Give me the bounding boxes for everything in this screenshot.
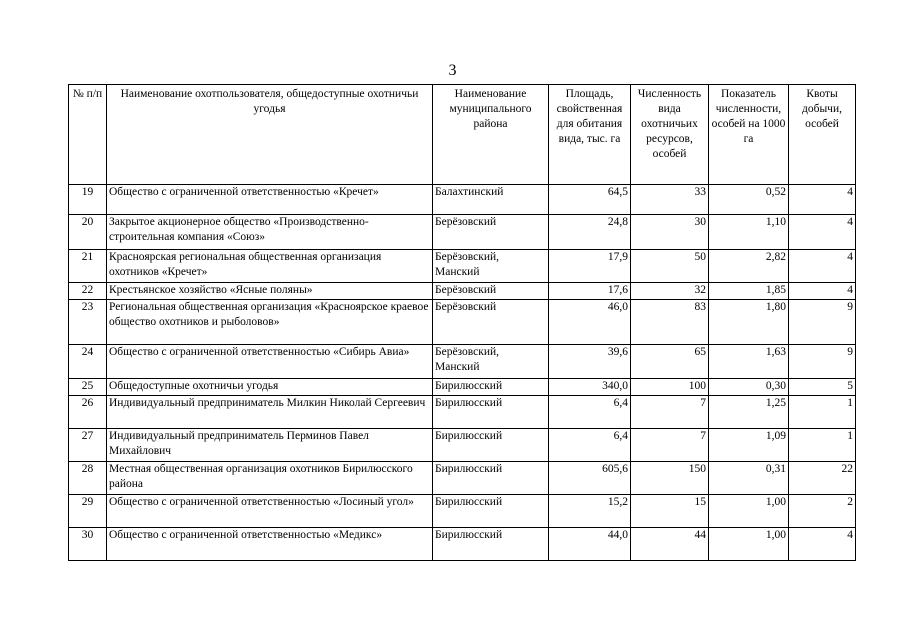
- cell-density: 0,52: [709, 185, 789, 215]
- cell-population: 33: [631, 185, 709, 215]
- cell-density: 1,10: [709, 215, 789, 250]
- cell-population: 50: [631, 250, 709, 283]
- cell-quota: 1: [789, 396, 856, 429]
- cell-area: 17,9: [549, 250, 631, 283]
- cell-quota: 22: [789, 462, 856, 495]
- header-density: Показатель численности, особей на 1000 га: [709, 85, 789, 185]
- cell-district: Берёзовский: [433, 300, 549, 345]
- cell-user-name: Крестьянское хозяйство «Ясные поляны»: [107, 283, 433, 300]
- cell-population: 100: [631, 379, 709, 396]
- cell-population: 15: [631, 495, 709, 528]
- cell-area: 15,2: [549, 495, 631, 528]
- cell-density: 1,00: [709, 495, 789, 528]
- cell-district: Бирилюсский: [433, 462, 549, 495]
- cell-quota: 4: [789, 185, 856, 215]
- table-row: [69, 429, 856, 462]
- cell-user-name: Закрытое акционерное общество «Производственно-строительная компания «Союз»: [107, 215, 433, 250]
- cell-density: 1,09: [709, 429, 789, 462]
- table-row: [69, 300, 856, 345]
- cell-district: Бирилюсский: [433, 396, 549, 429]
- cell-quota: 4: [789, 250, 856, 283]
- cell-row-number: 30: [69, 528, 107, 561]
- cell-area: 340,0: [549, 379, 631, 396]
- cell-district: Берёзовский, Манский: [433, 345, 549, 379]
- cell-user-name: Общество с ограниченной ответственностью «Лосиный угол»: [107, 495, 433, 528]
- table-row: [69, 528, 856, 561]
- cell-area: 46,0: [549, 300, 631, 345]
- table-row: [69, 250, 856, 283]
- header-district: Наименование муниципального района: [433, 85, 549, 185]
- cell-density: 2,82: [709, 250, 789, 283]
- cell-district: Бирилюсский: [433, 528, 549, 561]
- table-row: [69, 345, 856, 379]
- table-row: [69, 283, 856, 300]
- header-row-number: № п/п: [69, 85, 107, 185]
- cell-row-number: 22: [69, 283, 107, 300]
- cell-quota: 4: [789, 283, 856, 300]
- cell-user-name: Общедоступные охотничьи угодья: [107, 379, 433, 396]
- cell-quota: 4: [789, 528, 856, 561]
- cell-row-number: 25: [69, 379, 107, 396]
- cell-row-number: 23: [69, 300, 107, 345]
- table-body: [69, 185, 856, 561]
- header-area: Площадь, свойственная для обитания вида, тыс. га: [549, 85, 631, 185]
- cell-density: 0,31: [709, 462, 789, 495]
- header-population: Численность вида охотничьих ресурсов, особей: [631, 85, 709, 185]
- header-row: [69, 85, 856, 185]
- cell-row-number: 29: [69, 495, 107, 528]
- cell-density: 1,00: [709, 528, 789, 561]
- cell-density: 0,30: [709, 379, 789, 396]
- table-row: [69, 495, 856, 528]
- cell-area: 24,8: [549, 215, 631, 250]
- cell-density: 1,85: [709, 283, 789, 300]
- cell-district: Бирилюсский: [433, 379, 549, 396]
- cell-area: 64,5: [549, 185, 631, 215]
- cell-row-number: 20: [69, 215, 107, 250]
- cell-area: 17,6: [549, 283, 631, 300]
- cell-density: 1,80: [709, 300, 789, 345]
- cell-population: 7: [631, 396, 709, 429]
- cell-user-name: Местная общественная организация охотников Бирилюсского района: [107, 462, 433, 495]
- cell-quota: 9: [789, 300, 856, 345]
- cell-district: Берёзовский, Манский: [433, 250, 549, 283]
- cell-population: 65: [631, 345, 709, 379]
- cell-population: 83: [631, 300, 709, 345]
- cell-row-number: 21: [69, 250, 107, 283]
- table-row: [69, 379, 856, 396]
- cell-population: 7: [631, 429, 709, 462]
- cell-user-name: Индивидуальный предприниматель Перминов Павел Михайлович: [107, 429, 433, 462]
- cell-row-number: 24: [69, 345, 107, 379]
- cell-quota: 2: [789, 495, 856, 528]
- cell-population: 44: [631, 528, 709, 561]
- cell-user-name: Индивидуальный предприниматель Милкин Николай Сергеевич: [107, 396, 433, 429]
- table-header: [69, 85, 856, 185]
- table-row: [69, 215, 856, 250]
- cell-row-number: 19: [69, 185, 107, 215]
- cell-row-number: 28: [69, 462, 107, 495]
- cell-row-number: 26: [69, 396, 107, 429]
- cell-quota: 9: [789, 345, 856, 379]
- cell-population: 30: [631, 215, 709, 250]
- table-row: [69, 396, 856, 429]
- cell-user-name: Региональная общественная организация «Красноярское краевое общество охотников и рыболовов»: [107, 300, 433, 345]
- cell-row-number: 27: [69, 429, 107, 462]
- cell-quota: 1: [789, 429, 856, 462]
- cell-user-name: Общество с ограниченной ответственностью «Кречет»: [107, 185, 433, 215]
- cell-district: Берёзовский: [433, 283, 549, 300]
- cell-area: 605,6: [549, 462, 631, 495]
- cell-area: 44,0: [549, 528, 631, 561]
- table-row: [69, 462, 856, 495]
- header-user-name: Наименование охотпользователя, общедоступные охотничьи угодья: [107, 85, 433, 185]
- cell-population: 150: [631, 462, 709, 495]
- cell-district: Бирилюсский: [433, 495, 549, 528]
- table-row: [69, 185, 856, 215]
- cell-district: Берёзовский: [433, 215, 549, 250]
- cell-density: 1,25: [709, 396, 789, 429]
- cell-user-name: Красноярская региональная общественная организация охотников «Кречет»: [107, 250, 433, 283]
- page-number: 3: [448, 62, 457, 79]
- cell-user-name: Общество с ограниченной ответственностью «Сибирь Авиа»: [107, 345, 433, 379]
- cell-density: 1,63: [709, 345, 789, 379]
- hunting-quota-table: [68, 84, 856, 561]
- cell-district: Балахтинский: [433, 185, 549, 215]
- cell-quota: 4: [789, 215, 856, 250]
- cell-district: Бирилюсский: [433, 429, 549, 462]
- cell-area: 6,4: [549, 429, 631, 462]
- cell-quota: 5: [789, 379, 856, 396]
- header-quota: Квоты добычи, особей: [789, 85, 856, 185]
- cell-user-name: Общество с ограниченной ответственностью «Медикс»: [107, 528, 433, 561]
- cell-area: 6,4: [549, 396, 631, 429]
- cell-area: 39,6: [549, 345, 631, 379]
- cell-population: 32: [631, 283, 709, 300]
